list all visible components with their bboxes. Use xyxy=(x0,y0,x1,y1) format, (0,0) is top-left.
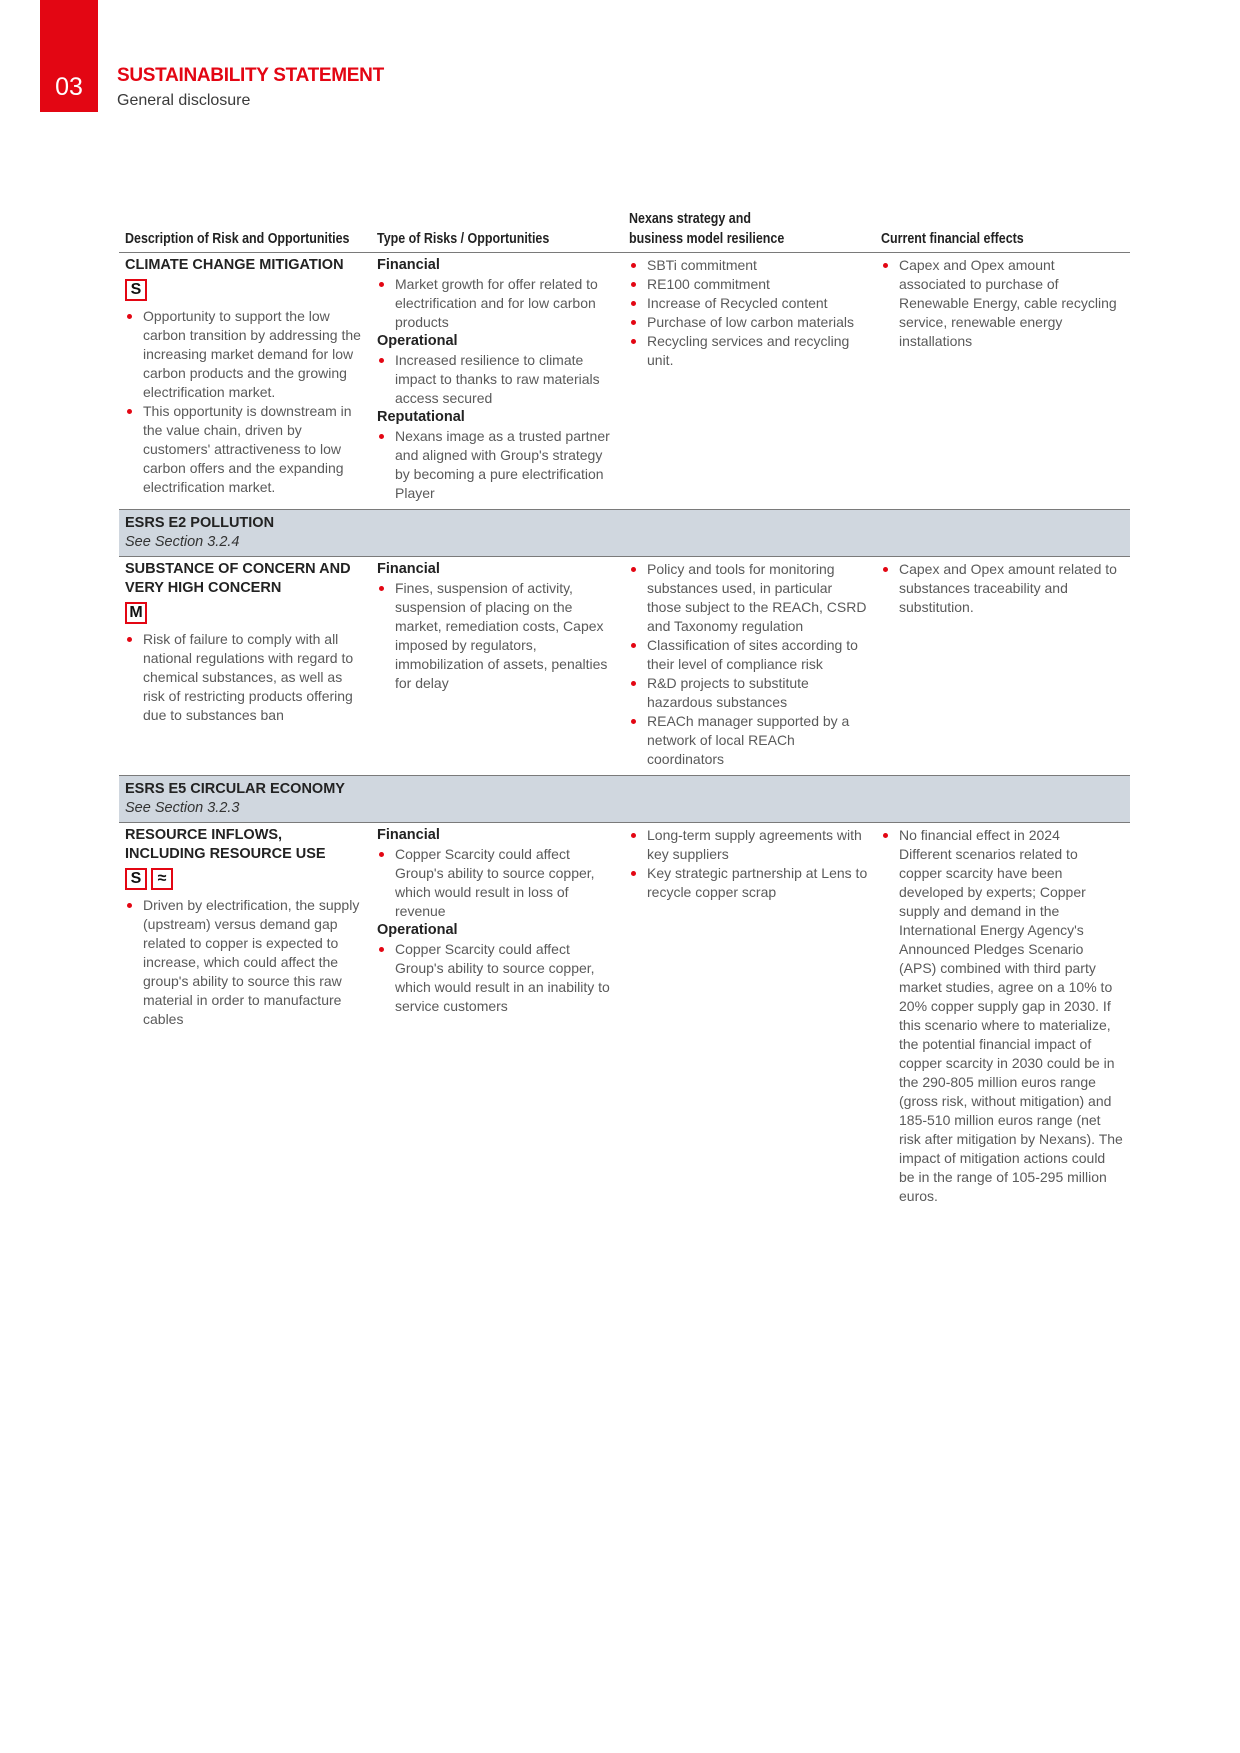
category-label: Financial xyxy=(377,561,440,577)
section-title: SUSTAINABILITY STATEMENT xyxy=(117,65,384,86)
financial-effects-cell xyxy=(875,823,1130,1213)
list-item: Purchase of low carbon materials xyxy=(629,313,869,332)
topic-title: SUBSTANCE OF CONCERN AND VERY HIGH CONCERN xyxy=(125,561,351,596)
page-number: 03 xyxy=(55,73,83,101)
description-cell xyxy=(119,253,371,510)
list-item: Key strategic partnership at Lens to recycle copper scrap xyxy=(629,864,869,902)
list-item: Capex and Opex amount related to substances traceability and substitution. xyxy=(881,560,1124,617)
table-row xyxy=(119,557,1130,776)
type-cell xyxy=(371,823,623,1213)
description-cell xyxy=(119,823,371,1213)
list-item: Increased resilience to climate impact to thanks to raw materials access secured xyxy=(377,351,617,408)
badge-group xyxy=(125,602,365,624)
category-label: Financial xyxy=(377,257,440,273)
esrs-section-ref: See Section 3.2.4 xyxy=(125,534,240,550)
category-label: Financial xyxy=(377,827,440,843)
page-number-tab xyxy=(40,0,98,112)
list-item: Classification of sites according to their level of compliance risk xyxy=(629,636,869,674)
list-item: This opportunity is downstream in the value chain, driven by customers' attractiveness to low carbon offers and the expanding electrification market. xyxy=(125,402,365,497)
header-description: Description of Risk and Opportunities xyxy=(119,209,371,253)
list-item: Market growth for offer related to electrification and for low carbon products xyxy=(377,275,617,332)
list-item: Recycling services and recycling unit. xyxy=(629,332,869,370)
strategy-badge: S xyxy=(125,868,147,890)
esrs-band-cell xyxy=(119,776,1130,823)
type-cell xyxy=(371,253,623,510)
strategy-badge: S xyxy=(125,279,147,301)
strategy-cell xyxy=(623,823,875,1213)
list-item: RE100 commitment xyxy=(629,275,869,294)
section-subtitle: General disclosure xyxy=(117,92,251,109)
financial-effects-cell xyxy=(875,253,1130,510)
list-item: Capex and Opex amount associated to purchase of Renewable Energy, cable recycling service, renewable energy installations xyxy=(881,256,1124,351)
esrs-band xyxy=(119,510,1130,557)
badge-group xyxy=(125,868,365,890)
list-item: Copper Scarcity could affect Group's ability to source copper, which would result in loss of revenue xyxy=(377,845,617,921)
risk-opportunity-table xyxy=(119,209,1130,1212)
esrs-band-cell xyxy=(119,510,1130,557)
type-cell xyxy=(371,557,623,776)
esrs-band xyxy=(119,776,1130,823)
list-item: Driven by electrification, the supply (upstream) versus demand gap related to copper is expected to increase, which could affect the group's ability to source this raw material in order to manufacture cables xyxy=(125,896,365,1029)
list-item: Opportunity to support the low carbon transition by addressing the increasing market demand for low carbon products and the growing electrification market. xyxy=(125,307,365,402)
table-row xyxy=(119,253,1130,510)
list-item: Policy and tools for monitoring substances used, in particular those subject to the REACh, CSRD and Taxonomy regulation xyxy=(629,560,869,636)
topic-title: RESOURCE INFLOWS, INCLUDING RESOURCE USE xyxy=(125,827,326,862)
approx-badge: ≈ xyxy=(151,868,173,890)
list-item: R&D projects to substitute hazardous substances xyxy=(629,674,869,712)
header-financial-effects: Current financial effects xyxy=(875,209,1130,253)
category-label: Operational xyxy=(377,333,458,349)
table-header-row xyxy=(119,209,1130,253)
category-label: Operational xyxy=(377,922,458,938)
list-item: Copper Scarcity could affect Group's ability to source copper, which would result in an inability to service customers xyxy=(377,940,617,1016)
description-cell xyxy=(119,557,371,776)
list-item: Increase of Recycled content xyxy=(629,294,869,313)
materiality-badge: M xyxy=(125,602,147,624)
esrs-title: ESRS E2 POLLUTION xyxy=(125,515,275,531)
financial-effects-cell xyxy=(875,557,1130,776)
esrs-title: ESRS E5 CIRCULAR ECONOMY xyxy=(125,781,345,797)
category-label: Reputational xyxy=(377,409,465,425)
list-item: Nexans image as a trusted partner and aligned with Group's strategy by becoming a pure electrification Player xyxy=(377,427,617,503)
strategy-cell xyxy=(623,253,875,510)
header-strategy: Nexans strategy and business model resilience xyxy=(623,209,875,253)
topic-title: CLIMATE CHANGE MITIGATION xyxy=(125,257,344,273)
list-item: Risk of failure to comply with all national regulations with regard to chemical substances, as well as risk of restricting products offering due to substances ban xyxy=(125,630,365,725)
list-item: Fines, suspension of activity, suspension of placing on the market, remediation costs, Capex imposed by regulators, immobilization of assets, penalties for delay xyxy=(377,579,617,693)
list-item: No financial effect in 2024 xyxy=(881,826,1124,845)
table-row xyxy=(119,823,1130,1213)
financial-effects-detail: Different scenarios related to copper scarcity have been developed by experts; Copper supply and demand in the International Energy Agency's Announced Pledges Scenario (APS) combined with third party market studies, agree on a 10% to 20% copper supply gap in 2030. If this scenario where to materialize, the potential financial impact of copper scarcity in 2030 could be in the 290-805 million euros range (gross risk, without mitigation) and 185-510 million euros range (net risk after mitigation by Nexans). The impact of mitigation actions could be in the range of 105-295 million euros. xyxy=(899,846,1123,1204)
strategy-cell xyxy=(623,557,875,776)
esrs-section-ref: See Section 3.2.3 xyxy=(125,800,240,816)
list-item: SBTi commitment xyxy=(629,256,869,275)
list-item: REACh manager supported by a network of local REACh coordinators xyxy=(629,712,869,769)
badge-group xyxy=(125,279,365,301)
header-type: Type of Risks / Opportunities xyxy=(371,209,623,253)
list-item: Long-term supply agreements with key suppliers xyxy=(629,826,869,864)
